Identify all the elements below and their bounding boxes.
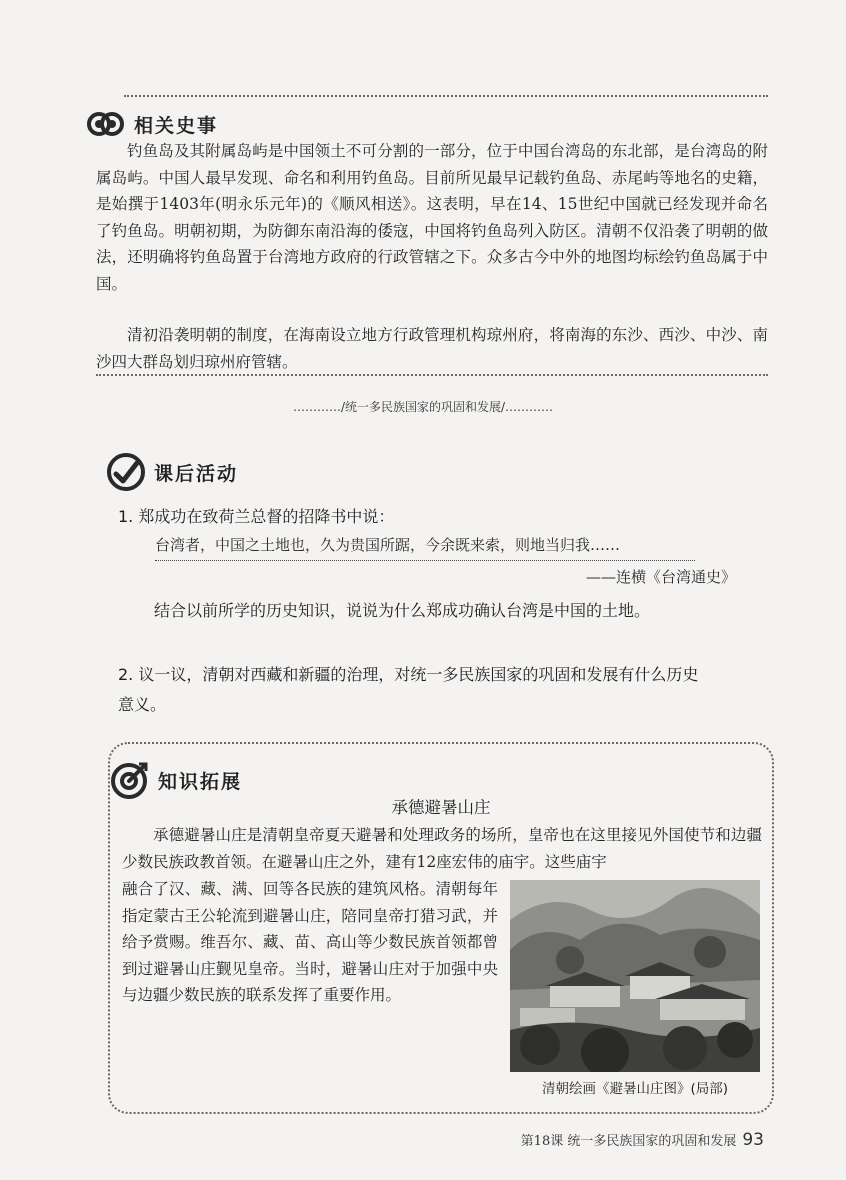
- extension-title: 知识拓展: [158, 770, 243, 793]
- related-bottom-divider: [96, 374, 768, 376]
- question-1-intro: 1. 郑成功在致荷兰总督的招降书中说：: [118, 507, 395, 526]
- page-footer: [521, 1130, 764, 1150]
- extension-paragraph-full: 承德避暑山庄是清朝皇帝夏天避暑和处理政务的场所，皇帝也在这里接见外国使节和边疆少数民族政教首领。在避暑山庄之外，建有12座宏伟的庙宇。这些庙宇: [122, 826, 762, 871]
- related-paragraph-1: 钓鱼岛及其附属岛屿是中国领土不可分割的一部分，位于中国台湾岛的东北部，是台湾岛的附属岛屿。中国人最早发现、命名和利用钓鱼岛。目前所见最早记载钓鱼岛、赤尾屿等地名的史籍，是始撰于1403年(明永乐元年)的《顺风相送》。这表明，早在14、15世纪中国就已经发现并命名了钓鱼岛。明朝初期，为防御东南沿海的倭寇，中国将钓鱼岛列入防区。清朝不仅沿袭了明朝的做法，还明确将钓鱼岛置于台湾地方政府的行政管辖之下。众多古今中外的地图均标绘钓鱼岛属于中国。: [96, 142, 768, 293]
- chapter-banner: …………/统一多民族国家的巩固和发展/…………: [292, 400, 554, 414]
- page-number: 93: [742, 1130, 764, 1150]
- mountain-resort-painting: [510, 880, 760, 1072]
- painting-image-icon: [510, 880, 760, 1072]
- activity-title: 课后活动: [154, 462, 239, 485]
- question-1-prompt: 结合以前所学的历史知识，说说为什么郑成功确认台湾是中国的土地。: [154, 601, 651, 620]
- question-2-line-1: 2. 议一议，清朝对西藏和新疆的治理，对统一多民族国家的巩固和发展有什么历史: [118, 665, 699, 684]
- question-2-line-2: 意义。: [118, 695, 167, 714]
- question-1-quote: 台湾者，中国之土地也，久为贵国所踞，今余既来索，则地当归我……: [155, 532, 695, 561]
- related-title: 相关史事: [134, 114, 219, 137]
- top-divider: [124, 95, 768, 97]
- extension-subtitle: 承德避暑山庄: [391, 798, 491, 817]
- extension-paragraph-side: 融合了汉、藏、满、回等各民族的建筑风格。清朝每年指定蒙古王公轮流到避暑山庄，陪同皇帝打猎习武，并给予赏赐。维吾尔、藏、苗、高山等少数民族首领都曾到过避暑山庄觐见皇帝。当时，避暑山庄对于加强中央与边疆少数民族的联系发挥了重要作用。: [122, 880, 498, 1004]
- footer-lesson: 第18课 统一多民族国家的巩固和发展: [520, 1134, 737, 1149]
- related-paragraph-2: 清初沿袭明朝的制度，在海南设立地方行政管理机构琼州府，将南海的东沙、西沙、中沙、南沙四大群岛划归琼州府管辖。: [96, 326, 768, 371]
- question-1-source: ——连横《台湾通史》: [585, 568, 736, 586]
- pencil-check-icon: [106, 452, 146, 492]
- activity-header: [106, 452, 238, 492]
- painting-caption: 清朝绘画《避暑山庄图》(局部): [541, 1081, 729, 1097]
